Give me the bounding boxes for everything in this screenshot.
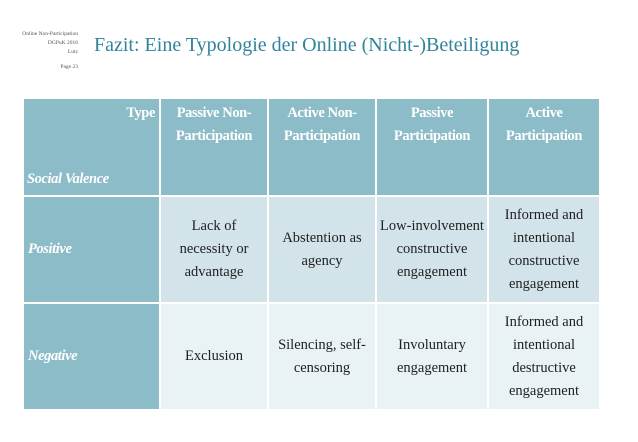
table-row-negative <box>23 303 600 410</box>
column-header-active-participation: Active Participation <box>488 98 600 196</box>
table-row-positive <box>23 196 600 303</box>
table-cell: Informed and intentional constructive engagement <box>488 196 600 303</box>
typology-table <box>22 97 601 411</box>
table-cell: Silencing, self-censoring <box>268 303 376 410</box>
type-axis-label: Type <box>126 105 155 121</box>
meta-conference: DGPuK 2016 <box>47 40 78 46</box>
column-header-active-non-participation: Active Non-Participation <box>268 98 376 196</box>
table-cell: Lack of necessity or advantage <box>160 196 268 303</box>
meta-page-number: Page 23 <box>60 64 78 70</box>
row-label-negative: Negative <box>23 303 160 410</box>
table-cell: Abstention as agency <box>268 196 376 303</box>
meta-author: Lutz <box>67 49 78 55</box>
meta-topic: Online Non-Participation <box>22 31 78 37</box>
table-cell: Informed and intentional destructive engagement <box>488 303 600 410</box>
table-cell: Exclusion <box>160 303 268 410</box>
table-corner-cell <box>23 98 160 196</box>
slide-title: Fazit: Eine Typologie der Online (Nicht-)Beteiligung <box>94 34 520 56</box>
column-header-passive-participation: Passive Participation <box>376 98 488 196</box>
slide-meta <box>20 30 78 72</box>
row-label-positive: Positive <box>23 196 160 303</box>
social-valence-axis-label: Social Valence <box>27 171 109 187</box>
table-cell: Involuntary engagement <box>376 303 488 410</box>
column-header-passive-non-participation: Passive Non-Participation <box>160 98 268 196</box>
table-cell: Low-involvement constructive engagement <box>376 196 488 303</box>
table-header-row <box>23 98 600 196</box>
